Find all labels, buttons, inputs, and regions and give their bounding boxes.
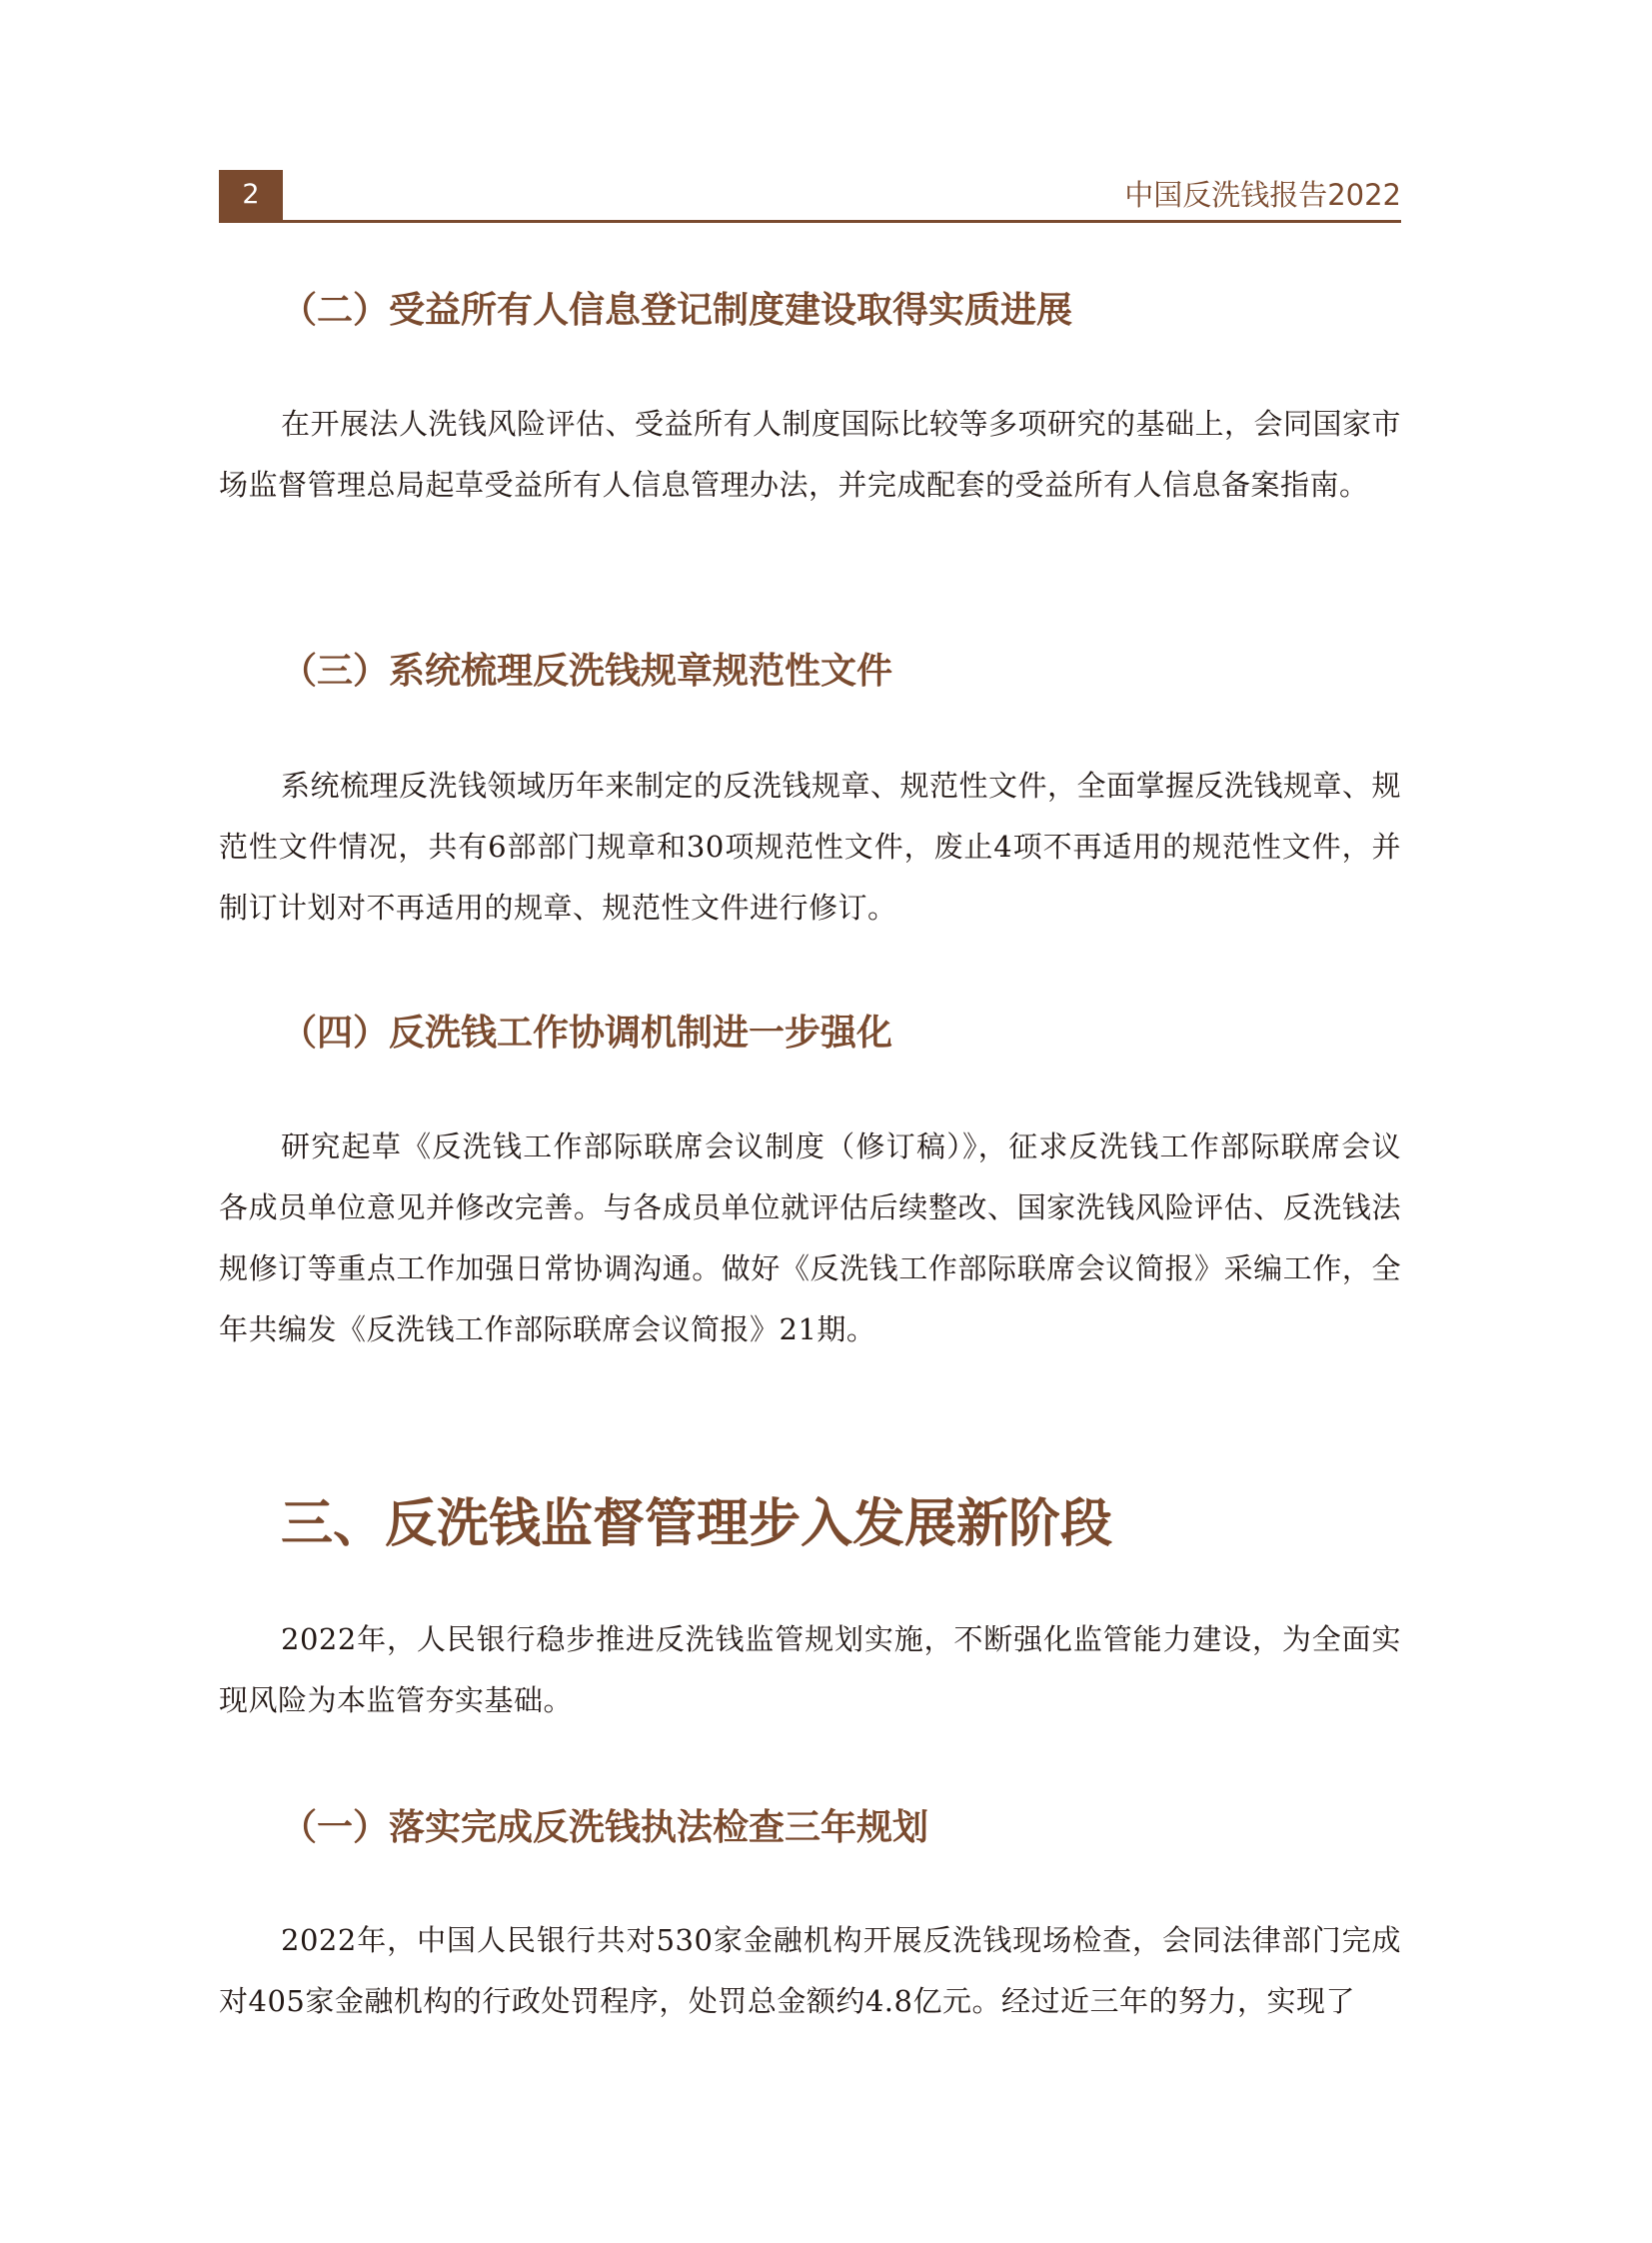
subsection-1-paragraph: 2022年，中国人民银行共对530家金融机构开展反洗钱现场检查，会同法律部门完成对405家金融机构的行政处罚程序，处罚总金额约4.8亿元。经过近三年的努力，实现了 bbox=[219, 1923, 1401, 2018]
page-header bbox=[219, 170, 1401, 220]
chapter-heading: 三、反洗钱监督管理步入发展新阶段 bbox=[281, 1494, 1113, 1554]
section-heading-4: （四）反洗钱工作协调机制进一步强化 bbox=[281, 1013, 893, 1054]
section-4-paragraph: 研究起草《反洗钱工作部际联席会议制度（修订稿）》，征求反洗钱工作部际联席会议各成员单位意见并修改完善。与各成员单位就评估后续整改、国家洗钱风险评估、反洗钱法规修订等重点工作加强日常协调沟通。做好《反洗钱工作部际联席会议简报》采编工作，全年共编发《反洗钱工作部际联席会议简报》21期。 bbox=[219, 1129, 1401, 1346]
chapter-intro-paragraph: 2022年，人民银行稳步推进反洗钱监管规划实施，不断强化监管能力建设，为全面实现风险为本监管夯实基础。 bbox=[219, 1622, 1401, 1717]
subsection-heading-1: （一）落实完成反洗钱执法检查三年规划 bbox=[281, 1807, 929, 1848]
header-rule bbox=[219, 220, 1401, 223]
section-heading-2: （二）受益所有人信息登记制度建设取得实质进展 bbox=[281, 290, 1073, 331]
running-title: 中国反洗钱报告2022 bbox=[1124, 178, 1401, 212]
section-heading-3: （三）系统梳理反洗钱规章规范性文件 bbox=[281, 651, 893, 692]
section-2-paragraph: 在开展法人洗钱风险评估、受益所有人制度国际比较等多项研究的基础上，会同国家市场监督管理总局起草受益所有人信息管理办法，并完成配套的受益所有人信息备案指南。 bbox=[219, 407, 1402, 502]
page-number: 2 bbox=[219, 170, 283, 220]
section-3-paragraph: 系统梳理反洗钱领域历年来制定的反洗钱规章、规范性文件，全面掌握反洗钱规章、规范性文件情况，共有6部部门规章和30项规范性文件，废止4项不再适用的规范性文件，并制订计划对不再适用的规章、规范性文件进行修订。 bbox=[219, 769, 1402, 925]
